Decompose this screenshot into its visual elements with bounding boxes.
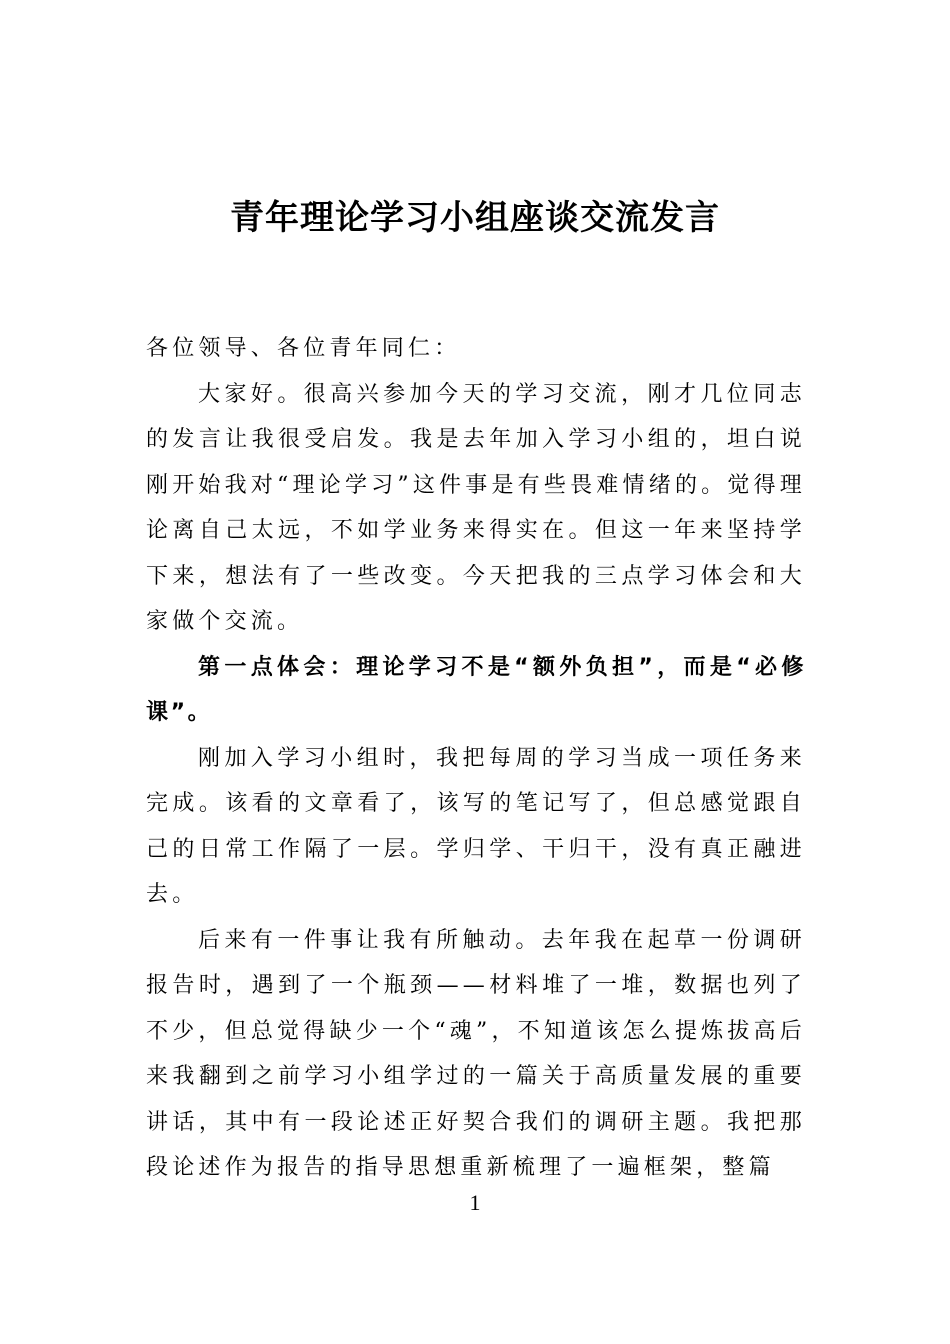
page-number: 1 bbox=[469, 1190, 481, 1215]
paragraph-opening: 大家好。很高兴参加今天的学习交流，刚才几位同志的发言让我很受启发。我是去年加入学习小组的，坦白说刚开始我对“理论学习”这件事是有些畏难情绪的。觉得理论离自己太远，不如学业务来得实在。但这一年来坚持学下来，想法有了一些改变。今天把我的三点学习体会和大家做个交流。 bbox=[146, 381, 806, 634]
paragraph-first-point-example: 后来有一件事让我有所触动。去年我在起草一份调研报告时，遇到了一个瓶颈——材料堆了一堆，数据也列了不少，但总觉得缺少一个“魂”，不知道该怎么提炼拔高后来我翻到之前学习小组学过的一篇关于高质量发展的重要讲话，其中有一段论述正好契合我们的调研主题。我把那段论述作为报告的指导思想重新梳理了一遍框架，整篇 bbox=[146, 927, 806, 1180]
document-title: 青年理论学习小组座谈交流发言 bbox=[230, 198, 720, 238]
salutation: 各位领导、各位青年同仁： bbox=[146, 336, 461, 361]
document-body bbox=[146, 326, 806, 1191]
paragraph-first-point-intro: 刚加入学习小组时，我把每周的学习当成一项任务来完成。该看的文章看了，该写的笔记写了，但总感觉跟自己的日常工作隔了一层。学归学、干归干，没有真正融进去。 bbox=[146, 745, 806, 907]
section-heading-first-point: 第一点体会：理论学习不是“额外负担”，而是“必修课”。 bbox=[146, 654, 806, 725]
